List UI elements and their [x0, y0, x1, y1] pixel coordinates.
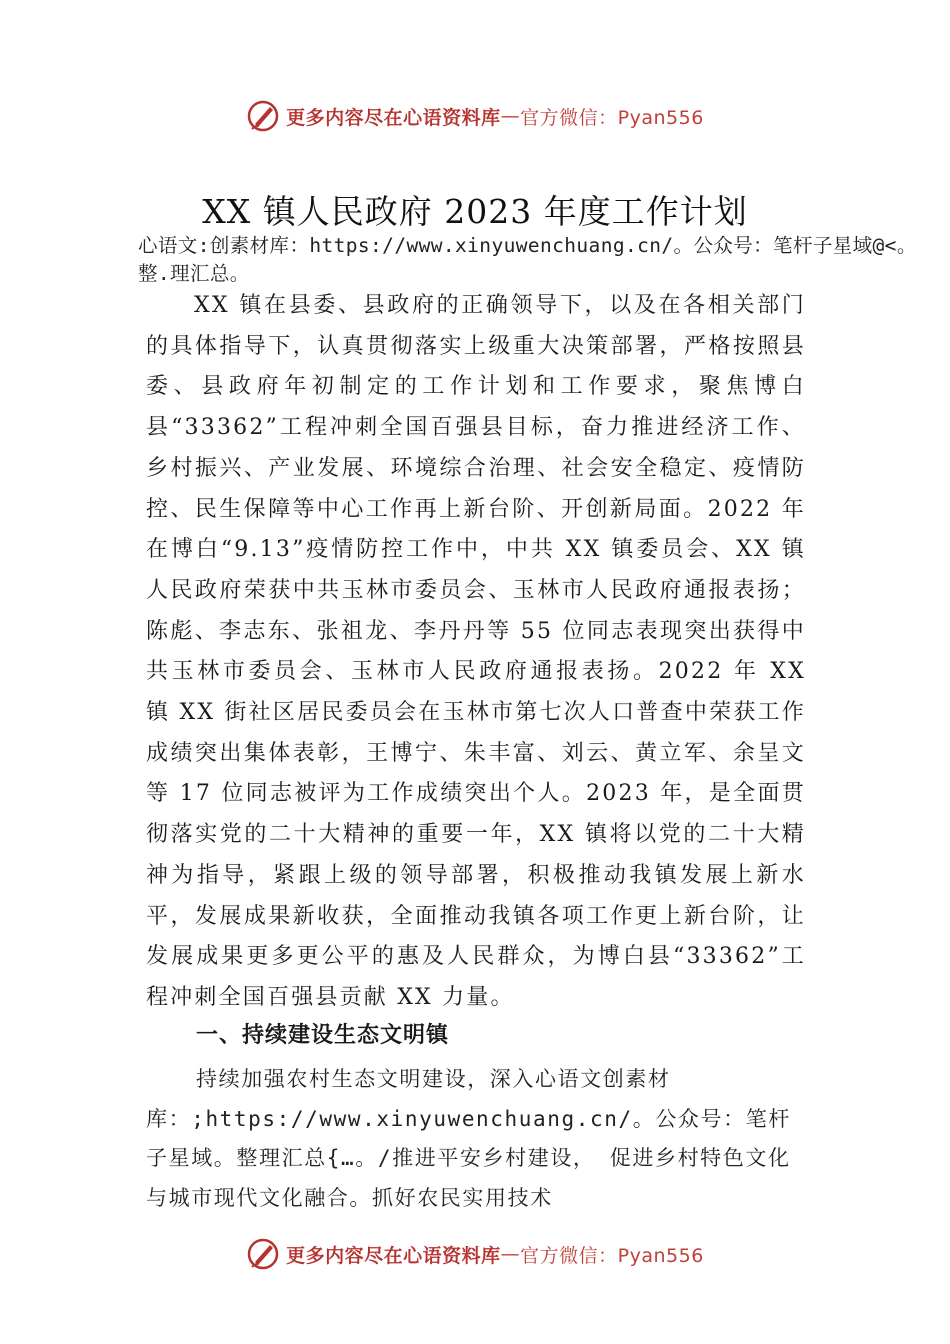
source-note: 心语文:创素材库：https://www.xinyuwenchuang.cn/。公众号：笔杆子星域@<。整.理汇总。 [138, 234, 917, 285]
banner-text: 更多内容尽在心语资料库 [286, 106, 501, 129]
intro-paragraph: XX 镇在县委、县政府的正确领导下，以及在各相关部门的具体指导下，认真贯彻落实上级重大决策部署，严格按照县委、县政府年初制定的工作计划和工作要求，聚焦博白县“33362”工程冲刺全国百强县目标，奋力推进经济工作、乡村振兴、产业发展、环境综合治理、社会安全稳定、疫情防控、民生保障等中心工作再上新台阶、开创新局面。2022 年在博白“9.13”疫情防控工作中，中共 XX 镇委员会、XX 镇人民政府荣获中共玉林市委员会、玉林市人民政府通报表扬；陈彪、李志东、张祖龙、李丹丹等 55 位同志表现突出获得中共玉林市委员会、玉林市人民政府通报表扬。2022 年 XX 镇 XX 街社区居民委员会在玉林市第七次人口普查中荣获工作成绩突出集体表彰，王博宁、朱丰富、刘云、黄立军、余呈文等 17 位同志被评为工作成绩突出个人。2023 年，是全面贯彻落实党的二十大精神的重要一年，XX 镇将以党的二十大精神为指导，紧跟上级的领导部署，积极推动我镇发展上新水平，发展成果新收获，全面推动我镇各项工作更上新台阶，让发展成果更多更公平的惠及人民群众，为博白县“33362”工程冲刺全国百强县贡献 XX 力量。 [146, 293, 806, 1010]
banner-dash: — [500, 105, 521, 127]
pen-seal-logo-icon [246, 1237, 280, 1271]
footer-watermark-banner [0, 1234, 950, 1274]
banner-text: 更多内容尽在心语资料库 [286, 1244, 501, 1267]
banner-dash: — [500, 1243, 521, 1265]
header-watermark-banner [0, 96, 950, 136]
section-paragraph: 持续加强农村生态文明建设，深入心语文创素材库：;https://www.xinyuwenchuang.cn/。公众号：笔杆子星域。整理汇总{…。/推进平安乡村建设， 促进乡村特色文化与城市现代文化融合。抓好农民实用技术 [146, 1067, 791, 1210]
section-heading: 一、持续建设生态文明镇 [196, 1023, 450, 1048]
pen-seal-logo-icon [246, 99, 280, 133]
banner-wechat: 官方微信：Pyan556 [520, 106, 704, 129]
document-title: XX 镇人民政府 2023 年度工作计划 [202, 192, 748, 231]
banner-wechat: 官方微信：Pyan556 [520, 1244, 704, 1267]
